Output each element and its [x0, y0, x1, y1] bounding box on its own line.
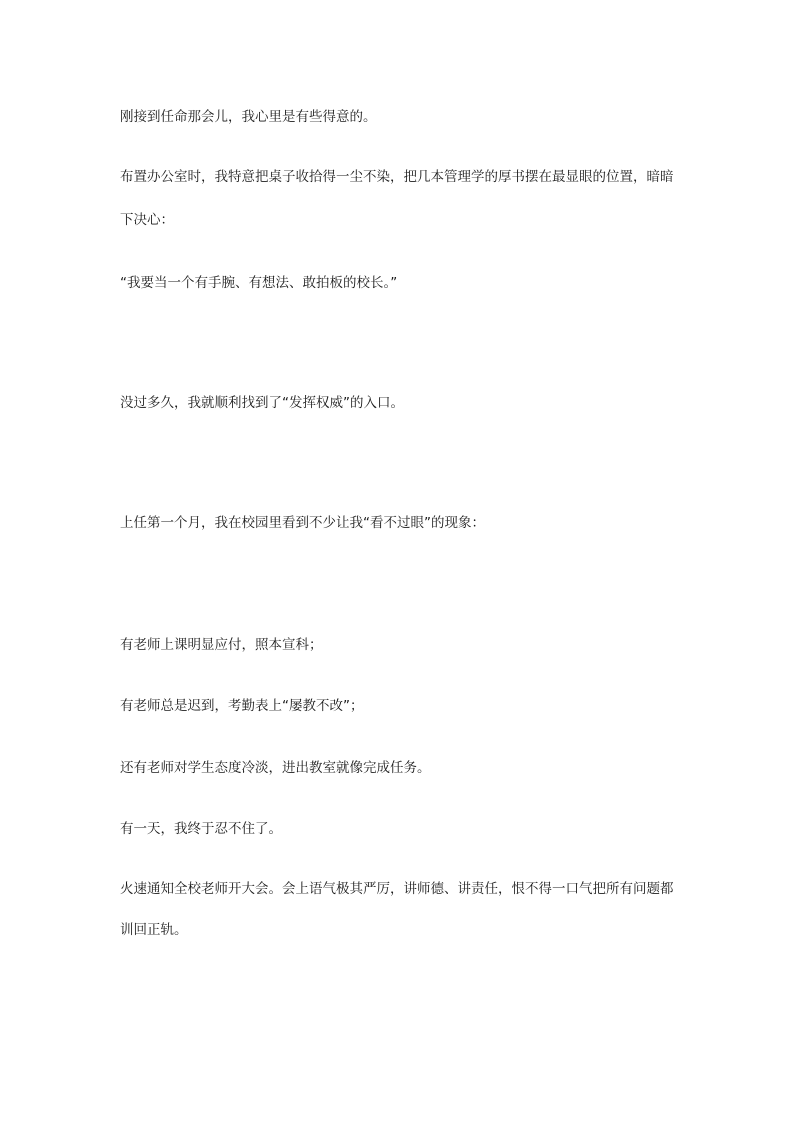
list-line-2: 有老师总是迟到，考勤表上“屡教不改”；: [120, 698, 364, 714]
paragraph-line-10: 有一天，我终于忍不住了。: [120, 821, 282, 837]
paragraph-line-1: 刚接到任命那会儿，我心里是有些得意的。: [120, 109, 377, 125]
paragraph-line-5: 没过多久，我就顺利找到了“发挥权威”的入口。: [120, 395, 404, 411]
paragraph-line-6: 上任第一个月，我在校园里看到不少让我“看不过眼”的现象：: [120, 515, 485, 531]
paragraph-line-2: 布置办公室时，我特意把桌子收拾得一尘不染，把几本管理学的厚书摆在最显眼的位置，暗暗: [120, 169, 674, 185]
paragraph-line-11: 火速通知全校老师开大会。会上语气极其严厉，讲师德、讲责任，恨不得一口气把所有问题都: [120, 881, 674, 897]
quote-line: “我要当一个有手腕、有想法、敢拍板的校长。”: [120, 275, 398, 291]
paragraph-line-3: 下决心：: [120, 212, 174, 228]
list-line-3: 还有老师对学生态度冷淡，进出教室就像完成任务。: [120, 760, 431, 776]
list-line-1: 有老师上课明显应付，照本宣科；: [120, 637, 323, 653]
paragraph-line-12: 训回正轨。: [120, 922, 188, 938]
